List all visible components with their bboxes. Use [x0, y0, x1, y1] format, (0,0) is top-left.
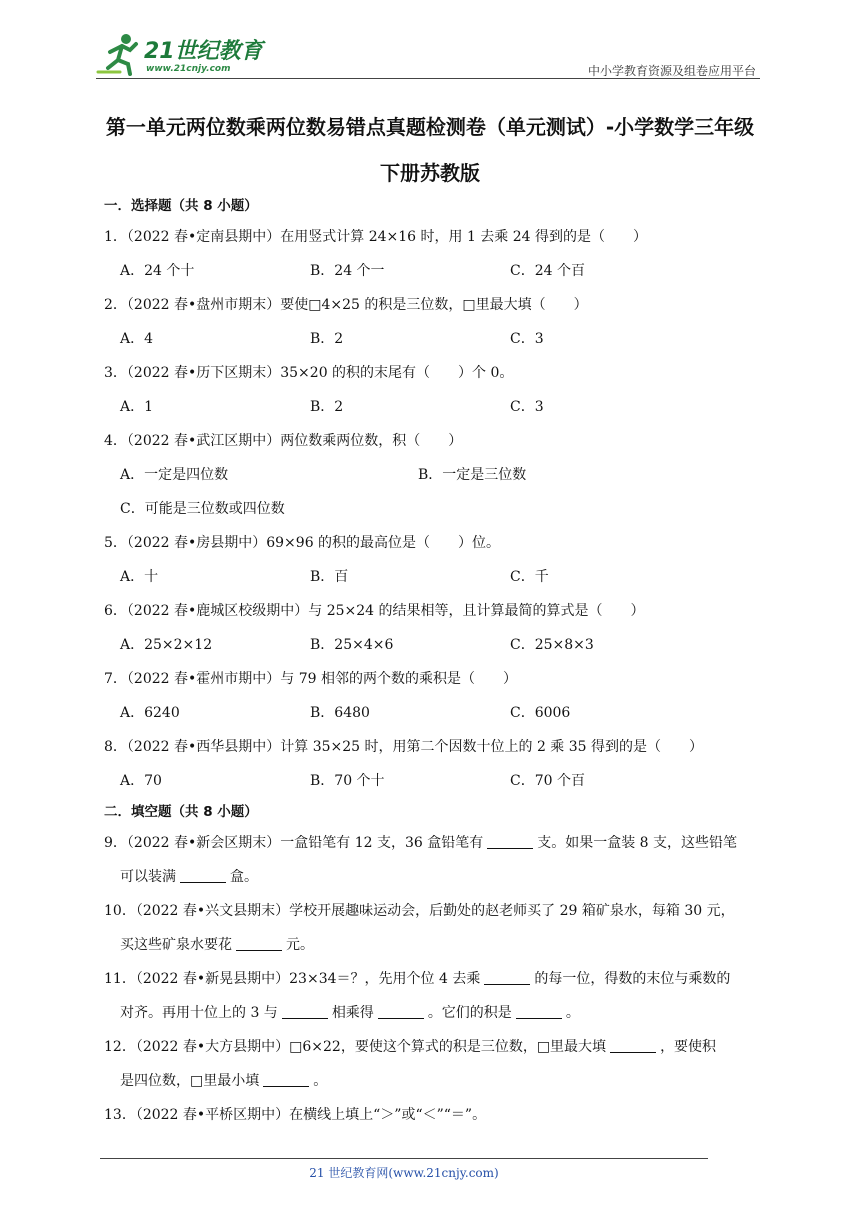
section-heading-choice: 一．选择题（共 8 小题）: [104, 198, 258, 214]
question-text: 9．（2022 春•新会区期末）一盒铅笔有 12 支，36 盒铅笔有: [104, 835, 484, 851]
options-2: [120, 322, 764, 356]
question-text: 12．（2022 春•大方县期中）□6×22，要使这个算式的积是三位数，□里最大填: [104, 1039, 607, 1055]
options-4: [120, 458, 764, 492]
answer-blank[interactable]: [484, 970, 530, 985]
runner-icon: [96, 32, 144, 76]
page-title: 第一单元两位数乘两位数易错点真题检测卷（单元测试）-小学数学三年级下册苏教版: [105, 115, 755, 185]
question-13: 13．（2022 春•平桥区期中）在横线上填上“＞”或“＜”“＝”。: [104, 1107, 487, 1123]
option-b: B．24 个一: [310, 263, 385, 279]
answer-blank[interactable]: [180, 868, 226, 883]
question-6: 6．（2022 春•鹿城区校级期中）与 25×24 的结果相等，且计算最简的算式是（ ）: [104, 603, 645, 619]
question-text: 。: [565, 1005, 580, 1021]
option-c: C．6006: [510, 705, 571, 721]
logo-text: 21世纪教育: [144, 39, 263, 64]
option-c: C．70 个百: [510, 773, 585, 789]
question-text: 相乘得: [331, 1005, 374, 1021]
header-platform-text: 中小学教育资源及组卷应用平台: [587, 64, 756, 78]
page-footer: 21 世纪教育网(www.21cnjy.com): [309, 1166, 499, 1180]
options-6: [120, 628, 764, 662]
option-c: C．24 个百: [510, 263, 585, 279]
section-heading-fill: 二．填空题（共 8 小题）: [104, 804, 258, 820]
option-a: A．6240: [120, 705, 180, 721]
question-3: 3．（2022 春•历下区期末）35×20 的积的末尾有（ ）个 0。: [104, 365, 514, 381]
question-text: 支。如果一盒装 8 支，这些铅笔: [537, 835, 738, 851]
question-text: 。它们的积是: [427, 1005, 512, 1021]
logo-url: www.21cnjy.com: [146, 64, 231, 74]
exam-content: [104, 192, 764, 1132]
option-b: B．2: [310, 399, 344, 415]
question-4: 4．（2022 春•武江区期中）两位数乘两位数，积（ ）: [104, 433, 463, 449]
logo: [96, 32, 266, 80]
option-a: A．24 个十: [120, 263, 195, 279]
question-12: [104, 1030, 764, 1098]
footer-divider: [100, 1158, 708, 1159]
page-header: [96, 28, 760, 80]
question-10: [104, 894, 764, 962]
option-b: B．6480: [310, 705, 370, 721]
answer-blank[interactable]: [263, 1072, 309, 1087]
option-a: A．70: [120, 773, 162, 789]
options-1: [120, 254, 764, 288]
option-b: B．2: [310, 331, 344, 347]
question-text: 买这些矿泉水要花: [120, 937, 232, 953]
answer-blank[interactable]: [487, 834, 533, 849]
question-text: 是四位数，□里最小填: [120, 1073, 260, 1089]
option-c: C．可能是三位数或四位数: [120, 501, 285, 517]
question-text: 的每一位，得数的末位与乘数的: [534, 971, 731, 987]
question-9: [104, 826, 764, 894]
answer-blank[interactable]: [516, 1004, 562, 1019]
option-a: A．25×2×12: [120, 637, 213, 653]
options-3: [120, 390, 764, 424]
answer-blank[interactable]: [236, 936, 282, 951]
question-7: 7．（2022 春•霍州市期中）与 79 相邻的两个数的乘积是（ ）: [104, 671, 517, 687]
option-b: B．25×4×6: [310, 637, 394, 653]
option-a: A．1: [120, 399, 154, 415]
option-c: C．25×8×3: [510, 637, 594, 653]
question-text: 。: [313, 1073, 328, 1089]
option-c: C．千: [510, 569, 549, 585]
option-b: B．百: [310, 569, 349, 585]
header-divider: [96, 78, 760, 79]
option-a: A．十: [120, 569, 159, 585]
options-8: [120, 764, 764, 798]
answer-blank[interactable]: [378, 1004, 424, 1019]
question-text: 11．（2022 春•新晃县期中）23×34＝？，先用个位 4 去乘: [104, 971, 481, 987]
option-c: C．3: [510, 399, 544, 415]
question-text: 盒。: [230, 869, 258, 885]
answer-blank[interactable]: [610, 1038, 656, 1053]
question-text: 10．（2022 春•兴文县期末）学校开展趣味运动会，后勤处的赵老师买了 29 箱矿泉水，每箱 30 元，: [104, 903, 735, 919]
option-b: B．70 个十: [310, 773, 385, 789]
question-8: 8．（2022 春•西华县期中）计算 35×25 时，用第二个因数十位上的 2 乘 35 得到的是（ ）: [104, 739, 704, 755]
option-a: A．4: [120, 331, 154, 347]
question-text: 元。: [286, 937, 314, 953]
option-c: C．3: [510, 331, 544, 347]
question-1: 1．（2022 春•定南县期中）在用竖式计算 24×16 时，用 1 去乘 24 得到的是（ ）: [104, 229, 648, 245]
question-5: 5．（2022 春•房县期中）69×96 的积的最高位是（ ）位。: [104, 535, 501, 551]
options-7: [120, 696, 764, 730]
question-text: 可以装满: [120, 869, 176, 885]
options-4-row2: [120, 492, 764, 526]
question-11: [104, 962, 764, 1030]
options-5: [120, 560, 764, 594]
option-b: B．一定是三位数: [418, 467, 527, 483]
question-text: ，要使积: [660, 1039, 717, 1055]
question-text: 对齐。再用十位上的 3 与: [120, 1005, 278, 1021]
answer-blank[interactable]: [282, 1004, 328, 1019]
question-2: 2．（2022 春•盘州市期末）要使□4×25 的积是三位数，□里最大填（ ）: [104, 297, 588, 313]
option-a: A．一定是四位数: [120, 467, 229, 483]
